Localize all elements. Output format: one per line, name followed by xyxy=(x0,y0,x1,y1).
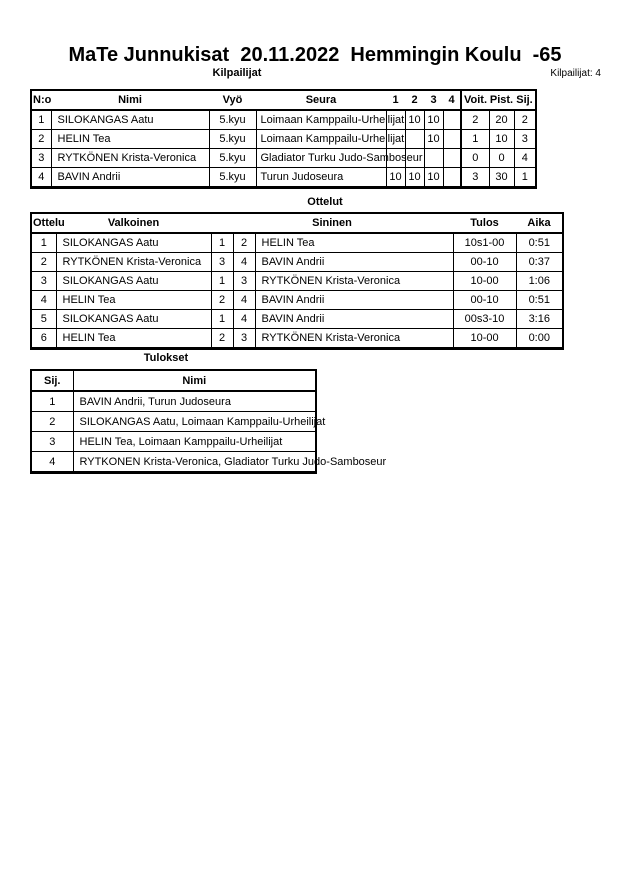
ottelut-row xyxy=(31,253,563,272)
header-sij: Sij. xyxy=(31,370,73,391)
white-number: 2 xyxy=(211,291,233,310)
blue-player: BAVIN Andrii xyxy=(255,253,453,272)
score-cell xyxy=(443,168,461,188)
header-seura: Seura xyxy=(256,90,386,110)
blue-number: 4 xyxy=(233,310,255,329)
wins-cell: 3 xyxy=(461,168,489,188)
match-number: 1 xyxy=(31,233,56,253)
competitor-number: 4 xyxy=(31,168,51,188)
tulokset-row xyxy=(31,432,316,452)
score-cell xyxy=(443,110,461,130)
ottelut-row xyxy=(31,329,563,349)
competitor-belt: 5.kyu xyxy=(209,110,256,130)
rank-cell: 1 xyxy=(514,168,536,188)
competitor-number: 2 xyxy=(31,130,51,149)
header-vyo: Vyö xyxy=(209,90,256,110)
blue-number: 4 xyxy=(233,253,255,272)
final-rank: 4 xyxy=(31,452,73,473)
ottelut-row xyxy=(31,272,563,291)
section-title-kilpailijat: Kilpailijat xyxy=(212,67,262,79)
blue-player: BAVIN Andrii xyxy=(255,291,453,310)
match-number: 5 xyxy=(31,310,56,329)
white-number: 3 xyxy=(211,253,233,272)
wins-cell: 0 xyxy=(461,149,489,168)
kilpailijat-row xyxy=(31,110,536,130)
white-player: SILOKANGAS Aatu xyxy=(56,272,211,291)
club-text: Turun Judoseura xyxy=(260,171,344,183)
rank-cell: 3 xyxy=(514,130,536,149)
ottelut-table xyxy=(30,212,564,350)
competitor-name: HELIN Tea xyxy=(51,130,209,149)
header-sij: Sij. xyxy=(514,90,536,110)
club-text: Loimaan Kamppailu-Urheilijat xyxy=(260,133,405,145)
blue-player: RYTKÖNEN Krista-Veronica xyxy=(255,272,453,291)
final-rank: 2 xyxy=(31,412,73,432)
match-time: 3:16 xyxy=(516,310,563,329)
page-title: MaTe Junnukisat 20.11.2022 Hemmingin Koulu -65 xyxy=(68,44,562,66)
competitor-number: 1 xyxy=(31,110,51,130)
white-number: 1 xyxy=(211,272,233,291)
rank-cell: 4 xyxy=(514,149,536,168)
score-cell: 10 xyxy=(424,168,443,188)
white-player: SILOKANGAS Aatu xyxy=(56,310,211,329)
white-number: 1 xyxy=(211,310,233,329)
competitor-club xyxy=(256,149,423,168)
blue-number: 2 xyxy=(233,233,255,253)
points-cell: 10 xyxy=(489,130,514,149)
tulokset-row xyxy=(31,452,316,473)
final-name xyxy=(73,412,326,432)
competitor-club xyxy=(256,130,405,149)
kilpailijat-row xyxy=(31,168,536,188)
ottelut-header-row xyxy=(31,213,563,233)
club-text: Gladiator Turku Judo-Samboseur xyxy=(260,152,423,164)
ottelut-row xyxy=(31,291,563,310)
header-valkoinen: Valkoinen xyxy=(56,213,211,233)
match-result: 10-00 xyxy=(453,329,516,349)
match-number: 4 xyxy=(31,291,56,310)
final-name xyxy=(73,391,316,412)
section-title-tulokset: Tulokset xyxy=(143,352,189,364)
match-time: 0:00 xyxy=(516,329,563,349)
competitor-name: SILOKANGAS Aatu xyxy=(51,110,209,130)
wins-cell: 2 xyxy=(461,110,489,130)
tulokset-table xyxy=(30,369,387,474)
header-opponent-1: 1 xyxy=(386,90,405,110)
points-cell: 20 xyxy=(489,110,514,130)
section-title-ottelut: Ottelut xyxy=(307,196,343,208)
header-nimi: Nimi xyxy=(51,90,209,110)
white-player: SILOKANGAS Aatu xyxy=(56,233,211,253)
white-player: RYTKÖNEN Krista-Veronica xyxy=(56,253,211,272)
match-number: 6 xyxy=(31,329,56,349)
club-text: Loimaan Kamppailu-Urheilijat xyxy=(260,114,405,126)
match-result: 00-10 xyxy=(453,291,516,310)
competitor-belt: 5.kyu xyxy=(209,130,256,149)
ottelut-row xyxy=(31,233,563,253)
blue-player: RYTKÖNEN Krista-Veronica xyxy=(255,329,453,349)
match-result: 10s1-00 xyxy=(453,233,516,253)
match-time: 0:37 xyxy=(516,253,563,272)
final-name-text: BAVIN Andrii, Turun Judoseura xyxy=(79,395,231,408)
score-cell xyxy=(405,130,424,149)
match-time: 0:51 xyxy=(516,291,563,310)
score-cell: 10 xyxy=(405,110,424,130)
match-number: 2 xyxy=(31,253,56,272)
blue-number: 4 xyxy=(233,291,255,310)
white-number: 1 xyxy=(211,233,233,253)
final-rank: 3 xyxy=(31,432,73,452)
score-cell: 10 xyxy=(405,168,424,188)
score-cell xyxy=(443,149,461,168)
competitor-name: BAVIN Andrii xyxy=(51,168,209,188)
tulokset-header-row xyxy=(31,370,316,391)
header-ottelu: Ottelu xyxy=(31,213,56,233)
competitor-club xyxy=(256,168,386,188)
match-number: 3 xyxy=(31,272,56,291)
white-player: HELIN Tea xyxy=(56,291,211,310)
competitor-belt: 5.kyu xyxy=(209,149,256,168)
header-voit: Voit. xyxy=(461,90,489,110)
final-name xyxy=(73,432,316,452)
header-tulos: Tulos xyxy=(453,213,516,233)
header-pist: Pist. xyxy=(489,90,514,110)
score-cell xyxy=(424,149,443,168)
blue-player: BAVIN Andrii xyxy=(255,310,453,329)
final-name-text: HELIN Tea, Loimaan Kamppailu-Urheilijat xyxy=(79,435,283,448)
points-cell: 0 xyxy=(489,149,514,168)
wins-cell: 1 xyxy=(461,130,489,149)
competitor-belt: 5.kyu xyxy=(209,168,256,188)
white-player: HELIN Tea xyxy=(56,329,211,349)
rank-cell: 2 xyxy=(514,110,536,130)
competitor-number: 3 xyxy=(31,149,51,168)
header-opponent-3: 3 xyxy=(424,90,443,110)
points-cell: 30 xyxy=(489,168,514,188)
match-result: 00s3-10 xyxy=(453,310,516,329)
header-sininen: Sininen xyxy=(211,213,453,233)
header-aika: Aika xyxy=(516,213,563,233)
header-opponent-4: 4 xyxy=(443,90,461,110)
tulokset-row xyxy=(31,391,316,412)
header-no: N:o xyxy=(31,90,51,110)
blue-number: 3 xyxy=(233,329,255,349)
final-rank: 1 xyxy=(31,391,73,412)
kilpailijat-row xyxy=(31,130,536,149)
match-result: 10-00 xyxy=(453,272,516,291)
kilpailijat-header-row xyxy=(31,90,536,110)
score-cell: 10 xyxy=(386,168,405,188)
blue-player: HELIN Tea xyxy=(255,233,453,253)
kilpailijat-row xyxy=(31,149,536,168)
tulokset-row xyxy=(31,412,316,432)
match-time: 0:51 xyxy=(516,233,563,253)
match-result: 00-10 xyxy=(453,253,516,272)
blue-number: 3 xyxy=(233,272,255,291)
score-cell: 10 xyxy=(424,110,443,130)
ottelut-row xyxy=(31,310,563,329)
competitor-club xyxy=(256,110,405,130)
kilpailijat-table xyxy=(30,89,537,189)
score-cell xyxy=(443,130,461,149)
final-name-text: RYTKONEN Krista-Veronica, Gladiator Turku Judo-Samboseur xyxy=(79,455,387,468)
white-number: 2 xyxy=(211,329,233,349)
header-nimi: Nimi xyxy=(73,370,316,391)
final-name xyxy=(73,452,387,473)
competitor-name: RYTKÖNEN Krista-Veronica xyxy=(51,149,209,168)
score-cell: 10 xyxy=(424,130,443,149)
final-name-text: SILOKANGAS Aatu, Loimaan Kamppailu-Urheilijat xyxy=(79,415,326,428)
header-opponent-2: 2 xyxy=(405,90,424,110)
competitor-count-label: Kilpailijat: 4 xyxy=(550,68,601,79)
match-time: 1:06 xyxy=(516,272,563,291)
